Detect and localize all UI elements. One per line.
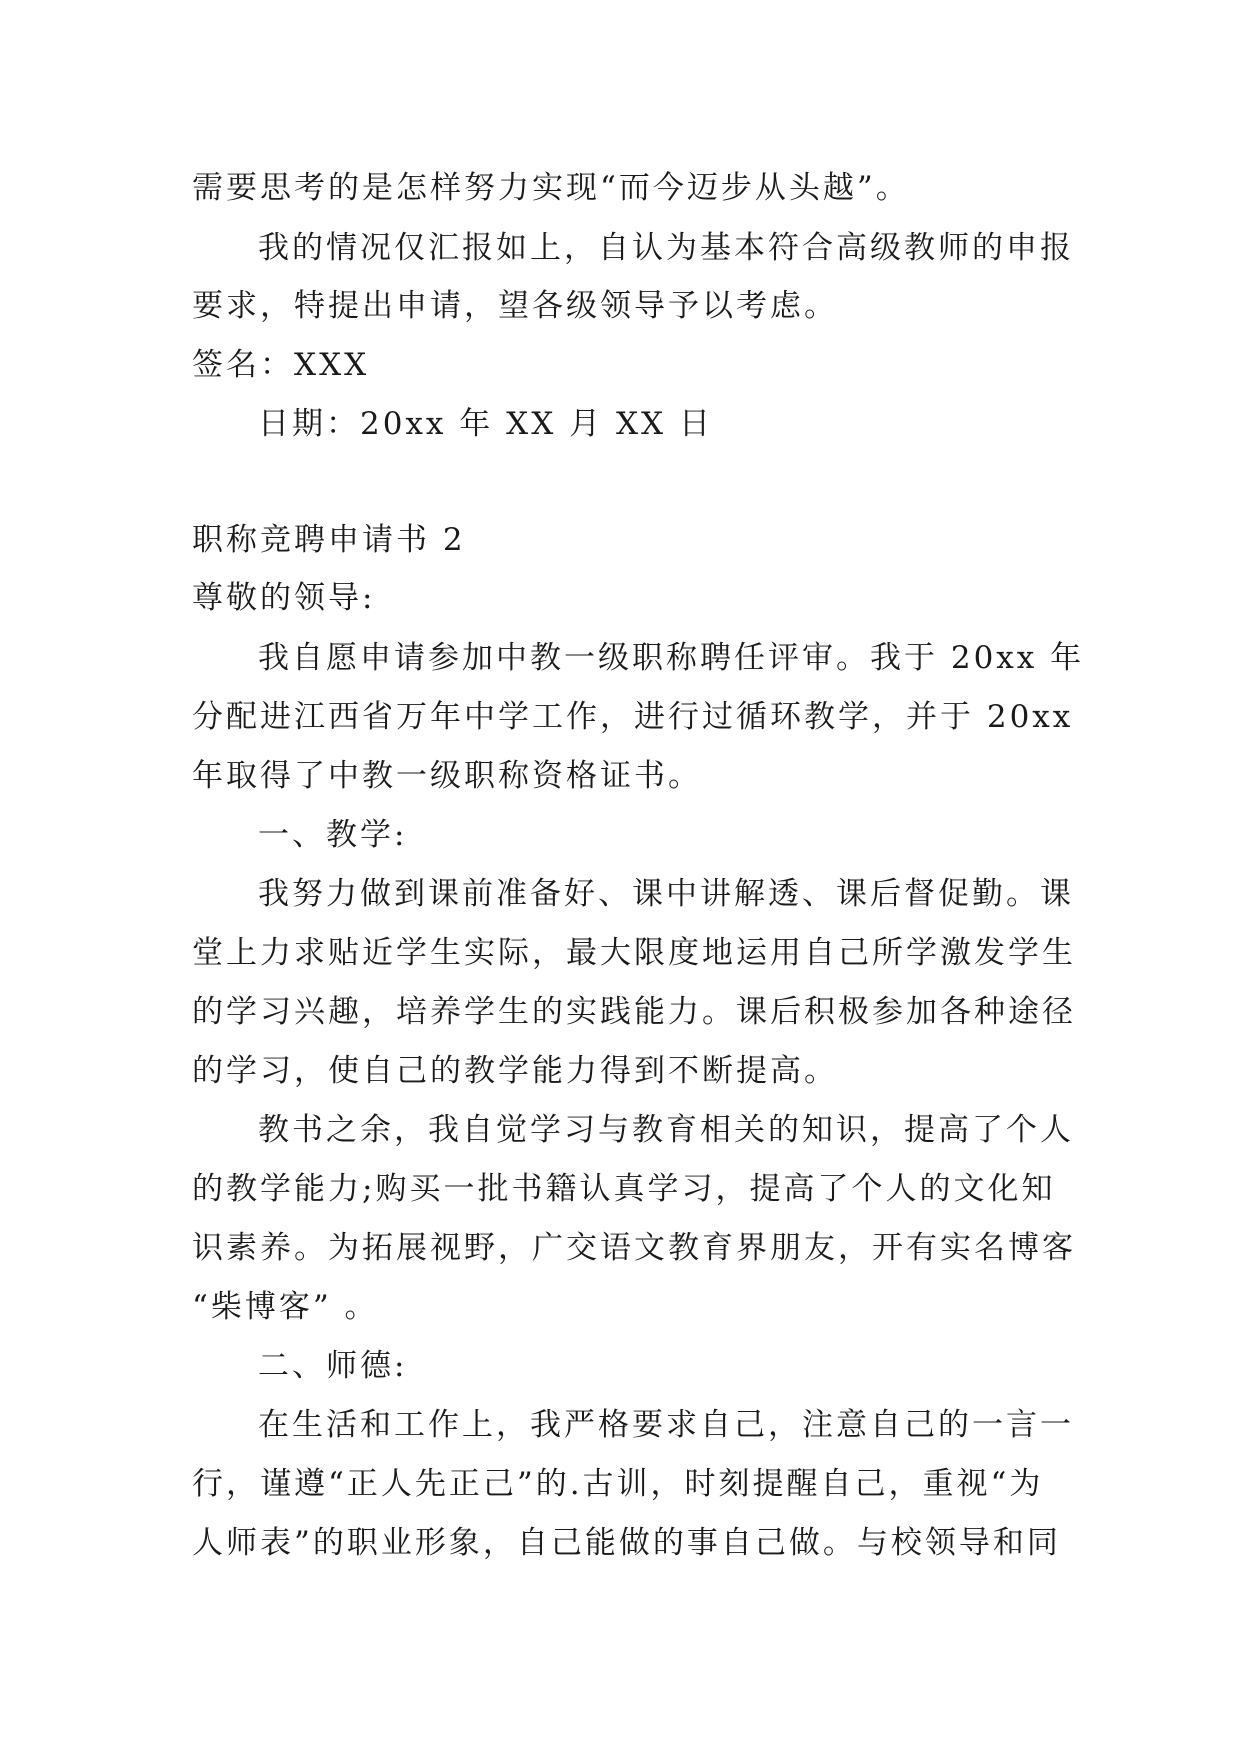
text-line: 堂上力求贴近学生实际，最大限度地运用自己所学激发学生 bbox=[192, 935, 1076, 971]
text-line: 行，谨遵“正人先正己”的.古训，时刻提醒自己，重视“为 bbox=[192, 1466, 1044, 1502]
text-line: 分配进江西省万年中学工作，进行过循环教学，并于 20xx bbox=[192, 699, 1074, 735]
salutation: 尊敬的领导: bbox=[192, 580, 376, 616]
text-line: “柴博客” 。 bbox=[192, 1289, 379, 1325]
text-line: 教书之余，我自觉学习与教育相关的知识，提高了个人 bbox=[258, 1112, 1074, 1148]
text-line: 在生活和工作上，我严格要求自己，注意自己的一言一 bbox=[258, 1407, 1074, 1443]
signature-line: 签名：XXX bbox=[192, 347, 370, 383]
text-line: 的教学能力;购买一批书籍认真学习，提高了个人的文化知 bbox=[192, 1171, 1056, 1207]
text-line: 要求，特提出申请，望各级领导予以考虑。 bbox=[192, 288, 838, 324]
text-line: 的学习，使自己的教学能力得到不断提高。 bbox=[192, 1053, 838, 1089]
text-line: 需要思考的是怎样努力实现“而今迈步从头越”。 bbox=[192, 170, 910, 206]
section-title: 职称竞聘申请书 2 bbox=[192, 522, 466, 558]
subheading: 二、师德: bbox=[258, 1348, 408, 1384]
text-line: 人师表”的职业形象，自己能做的事自己做。与校领导和同 bbox=[192, 1525, 1061, 1561]
text-line: 年取得了中教一级职称资格证书。 bbox=[192, 758, 702, 794]
text-line: 的学习兴趣，培养学生的实践能力。课后积极参加各种途径 bbox=[192, 994, 1076, 1030]
subheading: 一、教学: bbox=[258, 817, 408, 853]
date-line: 日期：20xx 年 XX 月 XX 日 bbox=[258, 406, 713, 442]
text-line: 我的情况仅汇报如上，自认为基本符合高级教师的申报 bbox=[258, 230, 1074, 266]
text-line: 我努力做到课前准备好、课中讲解透、课后督促勤。课 bbox=[258, 876, 1074, 912]
text-line: 识素养。为拓展视野，广交语文教育界朋友，开有实名博客 bbox=[192, 1230, 1076, 1266]
text-line: 我自愿申请参加中教一级职称聘任评审。我于 20xx 年 bbox=[258, 640, 1085, 676]
